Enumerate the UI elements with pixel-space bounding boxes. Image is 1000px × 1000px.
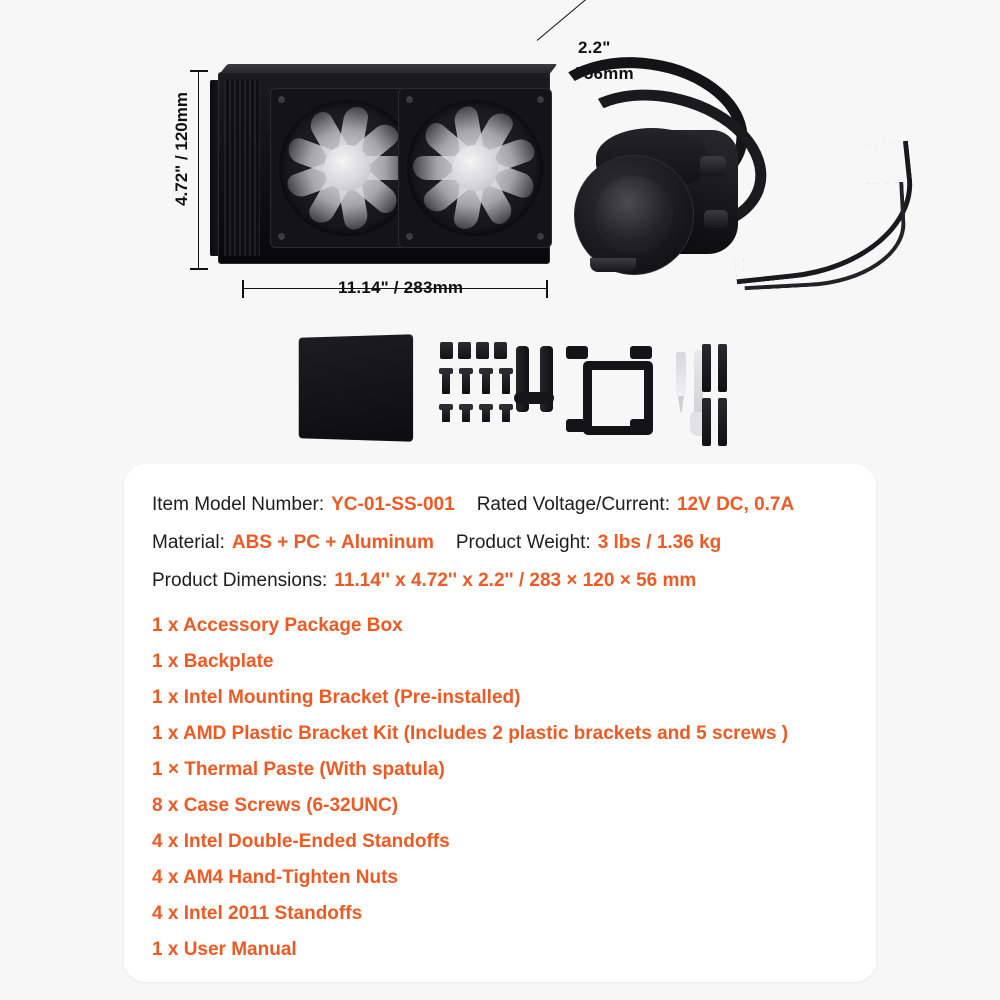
hand-tighten-nut: [458, 342, 471, 359]
fan-right-hub: [452, 145, 498, 191]
height-tick-top: [190, 70, 208, 72]
spec-row: [152, 492, 852, 518]
spec-value: YC-01-SS-001: [331, 494, 455, 515]
case-screw: [442, 408, 450, 422]
height-dimension-line: [198, 70, 199, 270]
case-screw: [462, 408, 470, 422]
thermal-paste-syringe: [676, 352, 686, 396]
case-screw: [482, 408, 490, 422]
height-dimension-label: 4.72" / 120mm: [172, 92, 191, 206]
depth-dimension-line: [537, 0, 587, 41]
width-tick-left: [242, 280, 244, 298]
list-item: 4 x Intel Double-Ended Standoffs: [152, 831, 450, 852]
list-item: 1 x Accessory Package Box: [152, 615, 403, 636]
list-item: 8 x Case Screws (6-32UNC): [152, 795, 399, 816]
bracket-crossbar: [514, 392, 554, 404]
case-screw: [462, 372, 470, 394]
hand-tighten-nut: [476, 342, 489, 359]
case-screw: [502, 372, 510, 394]
spec-value: 11.14'' x 4.72'' x 2.2'' / 283 × 120 × 56 mm: [334, 570, 697, 591]
power-cable-secondary: [739, 182, 908, 290]
spec-value: 3 lbs / 1.36 kg: [597, 532, 722, 553]
standoff: [718, 398, 727, 446]
pump-head: [574, 155, 694, 275]
radiator-fins: [224, 80, 260, 256]
fan-left-hub: [324, 145, 370, 191]
backplate: [566, 344, 652, 434]
depth-dimension-label-1: 2.2": [578, 38, 611, 57]
pump-bracket: [590, 258, 636, 272]
spec-label: Item Model Number:: [152, 494, 325, 515]
list-item: 1 x Backplate: [152, 651, 274, 672]
depth-dimension-label-2: / 56mm: [574, 64, 634, 83]
spec-row: [152, 568, 852, 594]
fan-right: [398, 88, 552, 248]
height-tick-bottom: [190, 268, 208, 270]
spec-row: [152, 530, 852, 556]
case-screw: [442, 372, 450, 394]
standoff: [702, 398, 711, 446]
hand-tighten-nut: [440, 342, 453, 359]
width-tick-right: [546, 280, 548, 298]
list-item: 4 x AM4 Hand-Tighten Nuts: [152, 867, 398, 888]
spec-label: Rated Voltage/Current:: [476, 494, 670, 515]
tube-fitting-upper: [700, 156, 726, 176]
spec-value: 12V DC, 0.7A: [676, 494, 795, 515]
list-item: 4 x Intel 2011 Standoffs: [152, 903, 363, 924]
standoff: [702, 344, 711, 392]
list-item: 1 × Thermal Paste (With spatula): [152, 759, 445, 780]
width-dimension-label: 11.14" / 283mm: [338, 278, 464, 297]
list-item: 1 x Intel Mounting Bracket (Pre-installed): [152, 687, 521, 708]
spec-label: Material:: [152, 532, 225, 553]
hand-tighten-nut: [494, 342, 507, 359]
list-item: 1 x AMD Plastic Bracket Kit (Includes 2 plastic brackets and 5 screws ): [152, 723, 789, 744]
spec-label: Product Dimensions:: [152, 570, 328, 591]
pump-head-plate: [595, 176, 673, 254]
case-screw: [482, 372, 490, 394]
accessory-package-box: [299, 334, 413, 442]
tube-fitting-lower: [704, 210, 728, 228]
spec-card: [124, 464, 876, 982]
spec-label: Product Weight:: [455, 532, 591, 553]
standoff: [718, 344, 727, 392]
list-item: 1 x User Manual: [152, 939, 297, 960]
spec-value: ABS + PC + Aluminum: [231, 532, 434, 553]
accessories-row: [0, 320, 1000, 460]
case-screw: [502, 408, 510, 422]
included-items-list: [152, 608, 852, 968]
